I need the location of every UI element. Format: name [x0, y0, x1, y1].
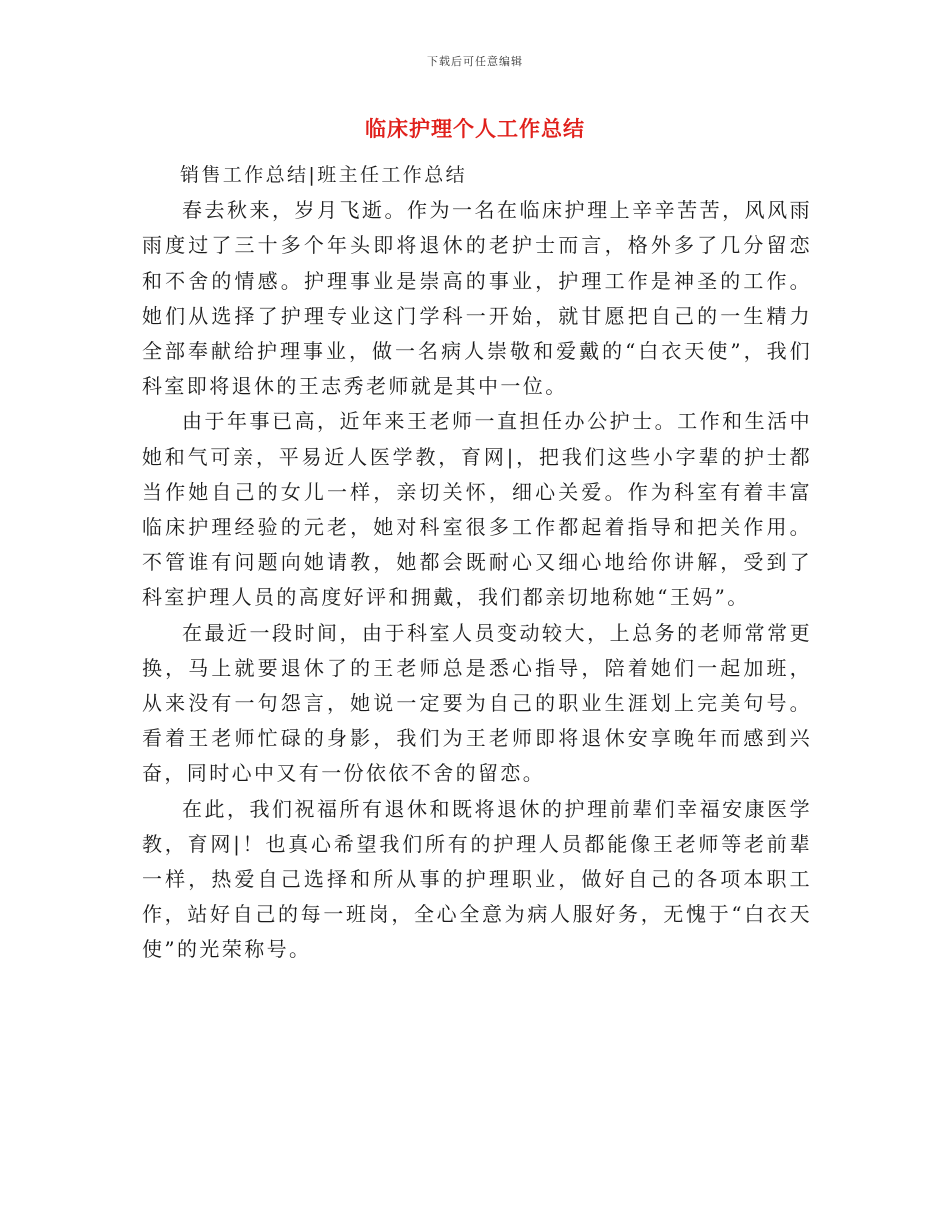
document-title: 临床护理个人工作总结 [365, 117, 585, 141]
header-note: 下载后可任意编辑 [427, 55, 523, 68]
paragraph-1: 春去秋来，岁月飞逝。作为一名在临床护理上辛辛苦苦，风风雨雨度过了三十多个年头即将退休的老护士而言，格外多了几分留恋和不舍的情感。护理事业是崇高的事业，护理工作是神圣的工作。她们从选择了护理专业这门学科一开始，就甘愿把自己的一生精力全部奉献给护理事业，做一名病人崇敬和爱戴的“白衣天使”，我们科室即将退休的王志秀老师就是其中一位。 [142, 198, 812, 399]
paragraph-2: 由于年事已高，近年来王老师一直担任办公护士。工作和生活中她和气可亲，平易近人医学教，育网|，把我们这些小字辈的护士都当作她自己的女儿一样，亲切关怀，细心关爱。作为科室有着丰富临床护理经验的元老，她对科室很多工作都起着指导和把关作用。不管谁有问题向她请教，她都会既耐心又细心地给你讲解，受到了科室护理人员的高度好评和拥戴，我们都亲切地称她“王妈”。 [142, 409, 812, 610]
paragraph-4: 在此，我们祝福所有退休和既将退休的护理前辈们幸福安康医学教，育网|！也真心希望我们所有的护理人员都能像王老师等老前辈一样，热爱自己选择和所从事的护理职业，做好自己的各项本职工作，站好自己的每一班岗，全心全意为病人服好务，无愧于“白衣天使”的光荣称号。 [142, 796, 812, 962]
subtitle-line: 销售工作总结|班主任工作总结 [180, 164, 468, 186]
paragraph-3: 在最近一段时间，由于科室人员变动较大，上总务的老师常常更换，马上就要退休了的王老师总是悉心指导，陪着她们一起加班，从来没有一句怨言，她说一定要为自己的职业生涯划上完美句号。看着王老师忙碌的身影，我们为王老师即将退休安享晚年而感到兴奋，同时心中又有一份依依不舍的留恋。 [142, 620, 812, 786]
document-body [142, 158, 812, 968]
